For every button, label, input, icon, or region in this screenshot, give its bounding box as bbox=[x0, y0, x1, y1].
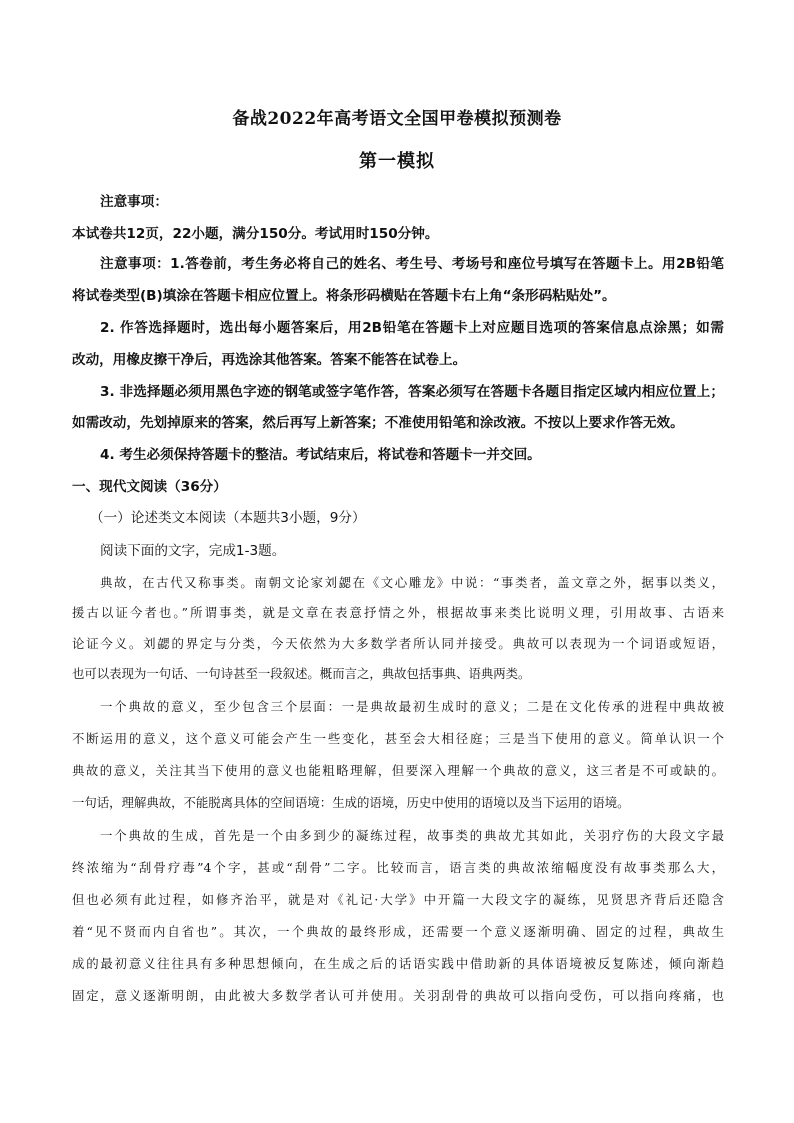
notice-line: 如需改动，先划掉原来的答案，然后再写上新答案；不准使用铅笔和涂改液。不按以上要求作答无效。 bbox=[72, 415, 684, 431]
passage-line: 不断运用的意义，这个意义可能会产生一些变化，甚至会大相径庭；三是当下使用的意义。简单认识一个 bbox=[72, 731, 724, 746]
notice-heading: 注意事项： bbox=[100, 194, 168, 210]
exam-title: 备战2022年高考语文全国甲卷模拟预测卷 bbox=[232, 109, 562, 129]
passage-line: 典故的意义，关注其当下使用的意义也能粗略理解，但要深入理解一个典故的意义，这三者是不可或缺的。 bbox=[72, 763, 724, 778]
passage-line: 援古以证今者也。”所谓事类，就是文章在表意抒情之外，根据故事来类比说明义理，引用故事、古语来 bbox=[72, 605, 724, 620]
passage-line: 固定，意义逐渐明朗，由此被大多数学者认可并使用。关羽刮骨的典故可以指向受伤，可以指向疼痛，也 bbox=[72, 988, 724, 1003]
passage-line: 一句话，理解典故，不能脱离具体的空间语境：生成的语境，历史中使用的语境以及当下运用的语境。 bbox=[72, 795, 630, 810]
notice-line: 3. 非选择题必须用黑色字迹的钢笔或签字笔作答，答案必须写在答题卡各题目指定区域内相应位置上； bbox=[100, 384, 724, 400]
notice-line: 4. 考生必须保持答题卡的整洁。考试结束后，将试卷和答题卡一并交回。 bbox=[100, 447, 541, 463]
passage-line: 终浓缩为“刮骨疗毒”4个字，甚或“刮骨”二字。比较而言，语言类的典故浓缩幅度没有故事类那么大， bbox=[72, 860, 724, 875]
passage-line: 一个典故的意义，至少包含三个层面：一是典故最初生成时的意义；二是在文化传承的进程中典故被 bbox=[100, 699, 724, 714]
exam-subtitle: 第一模拟 bbox=[359, 151, 435, 172]
passage-line: 也可以表现为一句话、一句诗甚至一段叙述。概而言之，典故包括事典、语典两类。 bbox=[72, 666, 531, 681]
notice-line: 改动，用橡皮擦干净后，再选涂其他答案。答案不能答在试卷上。 bbox=[72, 352, 467, 368]
passage-line: 一个典故的生成，首先是一个由多到少的凝练过程，故事类的典故尤其如此，关羽疗伤的大段文字最 bbox=[100, 828, 724, 843]
notice-summary: 本试卷共12页，22小题，满分150分。考试用时150分钟。 bbox=[72, 226, 439, 242]
passage-line: 论证今义。刘勰的界定与分类，今天依然为大多数学者所认同并接受。典故可以表现为一个词语或短语， bbox=[72, 636, 724, 651]
passage-line: 着“见不贤而内自省也”。其次，一个典故的最终形成，还需要一个意义逐渐明确、固定的过程，典故生 bbox=[72, 924, 724, 939]
reading-instruction: 阅读下面的文字，完成1-3题。 bbox=[100, 543, 286, 559]
notice-line: 注意事项：1.答卷前，考生务必将自己的姓名、考生号、考场号和座位号填写在答题卡上。用2B铅笔 bbox=[100, 256, 724, 272]
passage-line: 典故，在古代又称事类。南朝文论家刘勰在《文心雕龙》中说：“事类者，盖文章之外，据事以类义， bbox=[100, 575, 724, 590]
passage-line: 但也必须有此过程，如修齐治平，就是对《礼记·大学》中开篇一大段文字的凝练，见贤思齐背后还隐含 bbox=[72, 892, 724, 907]
section-heading: 一、现代文阅读（36分） bbox=[72, 479, 227, 495]
notice-line: 将试卷类型(B)填涂在答题卡相应位置上。将条形码横贴在答题卡右上角“条形码粘贴处”。 bbox=[72, 288, 616, 304]
passage-line: 成的最初意义往往具有多种思想倾向，在生成之后的话语实践中借助新的具体语境被反复陈述，倾向渐趋 bbox=[72, 956, 724, 971]
subsection-heading: （一）论述类文本阅读（本题共3小题，9分） bbox=[90, 510, 366, 526]
notice-line: 2. 作答选择题时，选出每小题答案后，用2B铅笔在答题卡上对应题目选项的答案信息点涂黑；如需 bbox=[100, 320, 724, 336]
